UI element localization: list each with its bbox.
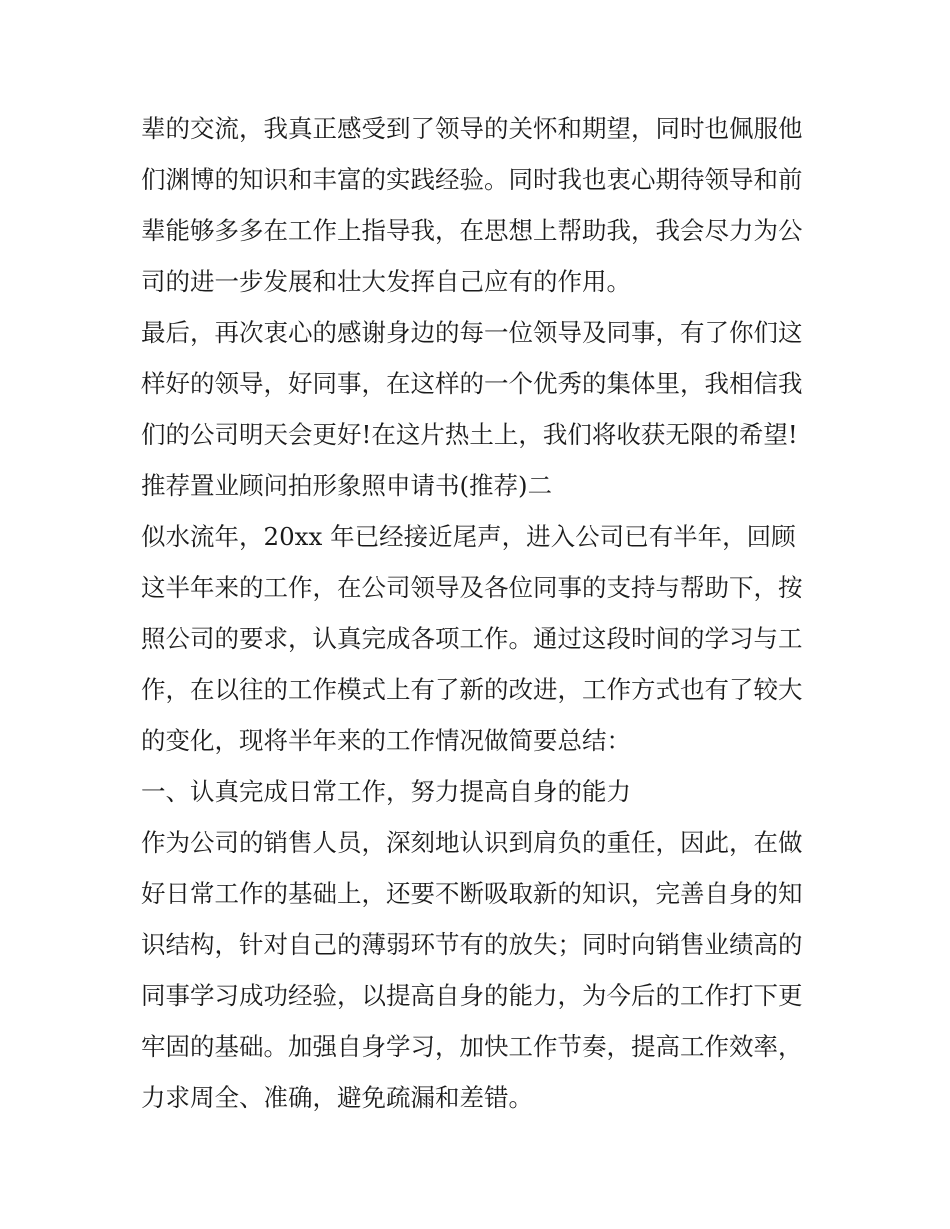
text-line: 们渊博的知识和丰富的实践经验。同时我也衷心期待领导和前 (141, 165, 803, 194)
text-line: 辈能够多多在工作上指导我，在思想上帮助我，我会尽力为公 (141, 216, 803, 245)
text-line: 作，在以往的工作模式上有了新的改进，工作方式也有了较大 (141, 675, 803, 704)
text-line: 照公司的要求，认真完成各项工作。通过这段时间的学习与工 (141, 624, 803, 653)
subsection-heading: 一、认真完成日常工作，努力提高自身的能力 (141, 777, 631, 806)
text-line: 样好的领导，好同事，在这样的一个优秀的集体里，我相信我 (141, 369, 803, 398)
text-line: 同事学习成功经验，以提高自身的能力，为今后的工作打下更 (141, 981, 803, 1010)
text-line: 好日常工作的基础上，还要不断吸取新的知识，完善自身的知 (141, 879, 803, 908)
text-line: 的变化，现将半年来的工作情况做简要总结： (141, 726, 631, 755)
text-line: 这半年来的工作，在公司领导及各位同事的支持与帮助下，按 (141, 573, 803, 602)
text-line: 似水流年，20xx 年已经接近尾声，进入公司已有半年，回顾 (141, 522, 796, 551)
section-heading: 推荐置业顾问拍形象照申请书(推荐)二 (141, 471, 553, 500)
text-line: 识结构，针对自己的薄弱环节有的放失；同时向销售业绩高的 (141, 930, 803, 959)
text-line: 最后，再次衷心的感谢身边的每一位领导及同事，有了你们这 (141, 318, 803, 347)
text-line: 作为公司的销售人员，深刻地认识到肩负的重任，因此，在做 (141, 828, 803, 857)
text-line: 们的公司明天会更好!在这片热土上，我们将收获无限的希望! (141, 420, 798, 449)
text-line: 司的进一步发展和壮大发挥自己应有的作用。 (141, 267, 631, 296)
text-line: 力求周全、准确，避免疏漏和差错。 (141, 1083, 533, 1112)
text-line: 辈的交流，我真正感受到了领导的关怀和期望，同时也佩服他 (141, 114, 803, 143)
text-line: 牢固的基础。加强自身学习，加快工作节奏，提高工作效率， (141, 1032, 803, 1061)
